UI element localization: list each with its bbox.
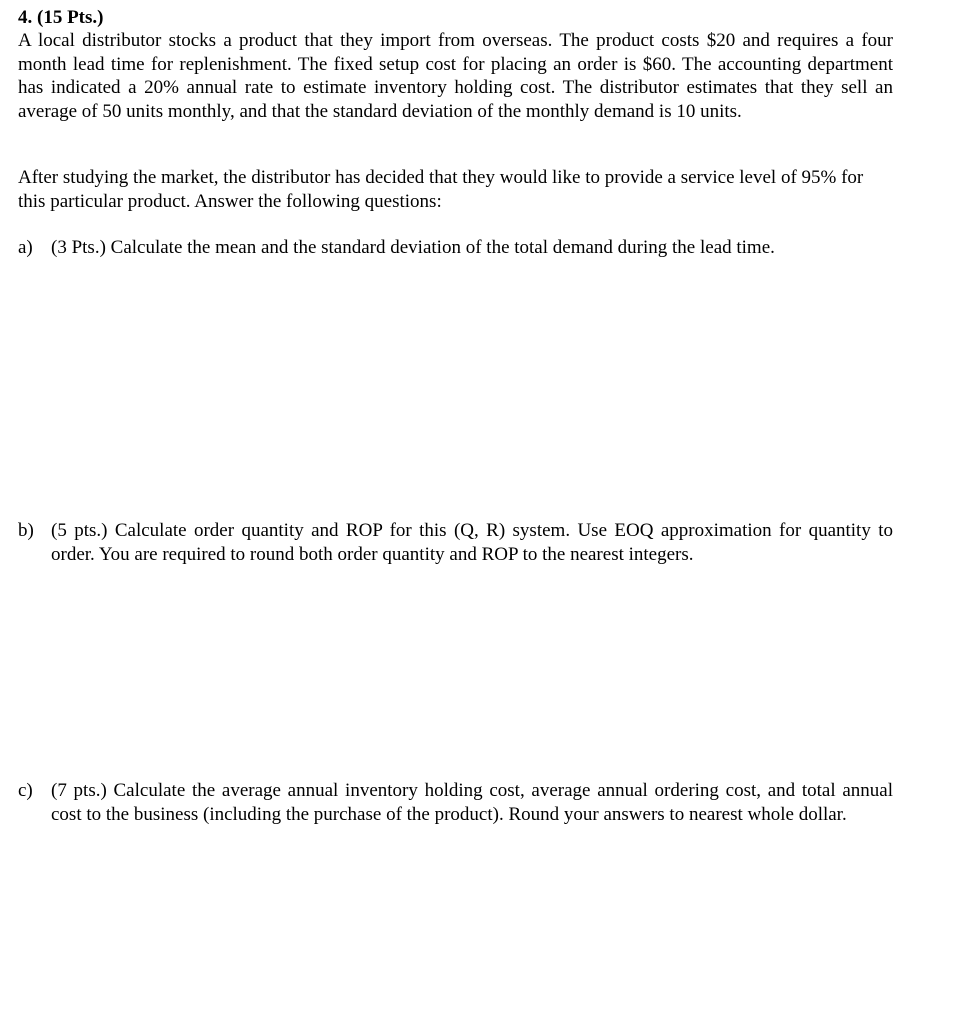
part-a-text: (3 Pts.) Calculate the mean and the standard deviation of the total demand during the lead time. xyxy=(51,237,775,258)
problem-statement: A local distributor stocks a product that they import from overseas. The product costs $20 and requires a four month lead time for replenishment. The fixed setup cost for placing an order is $60. The accounting department has indicated a 20% annual rate to estimate inventory holding cost. The distributor estimates that they sell an average of 50 units monthly, and that the standard deviation of the monthly demand is 10 units. xyxy=(18,30,893,122)
part-b-label: b) xyxy=(18,520,34,541)
question-heading: 4. (15 Pts.) xyxy=(18,7,104,28)
part-c-text: (7 pts.) Calculate the average annual inventory holding cost, average annual ordering cost, and total annual cost to the business (including the purchase of the product). Round your answers to nearest whole dollar. xyxy=(51,780,893,825)
part-a-label: a) xyxy=(18,237,33,258)
part-c-label: c) xyxy=(18,780,33,801)
part-b-text: (5 pts.) Calculate order quantity and ROP for this (Q, R) system. Use EOQ approximation for quantity to order. You are required to round both order quantity and ROP to the nearest integers. xyxy=(51,520,893,565)
instructions-paragraph: After studying the market, the distributor has decided that they would like to provide a service level of 95% for this particular product. Answer the following questions: xyxy=(18,167,864,212)
